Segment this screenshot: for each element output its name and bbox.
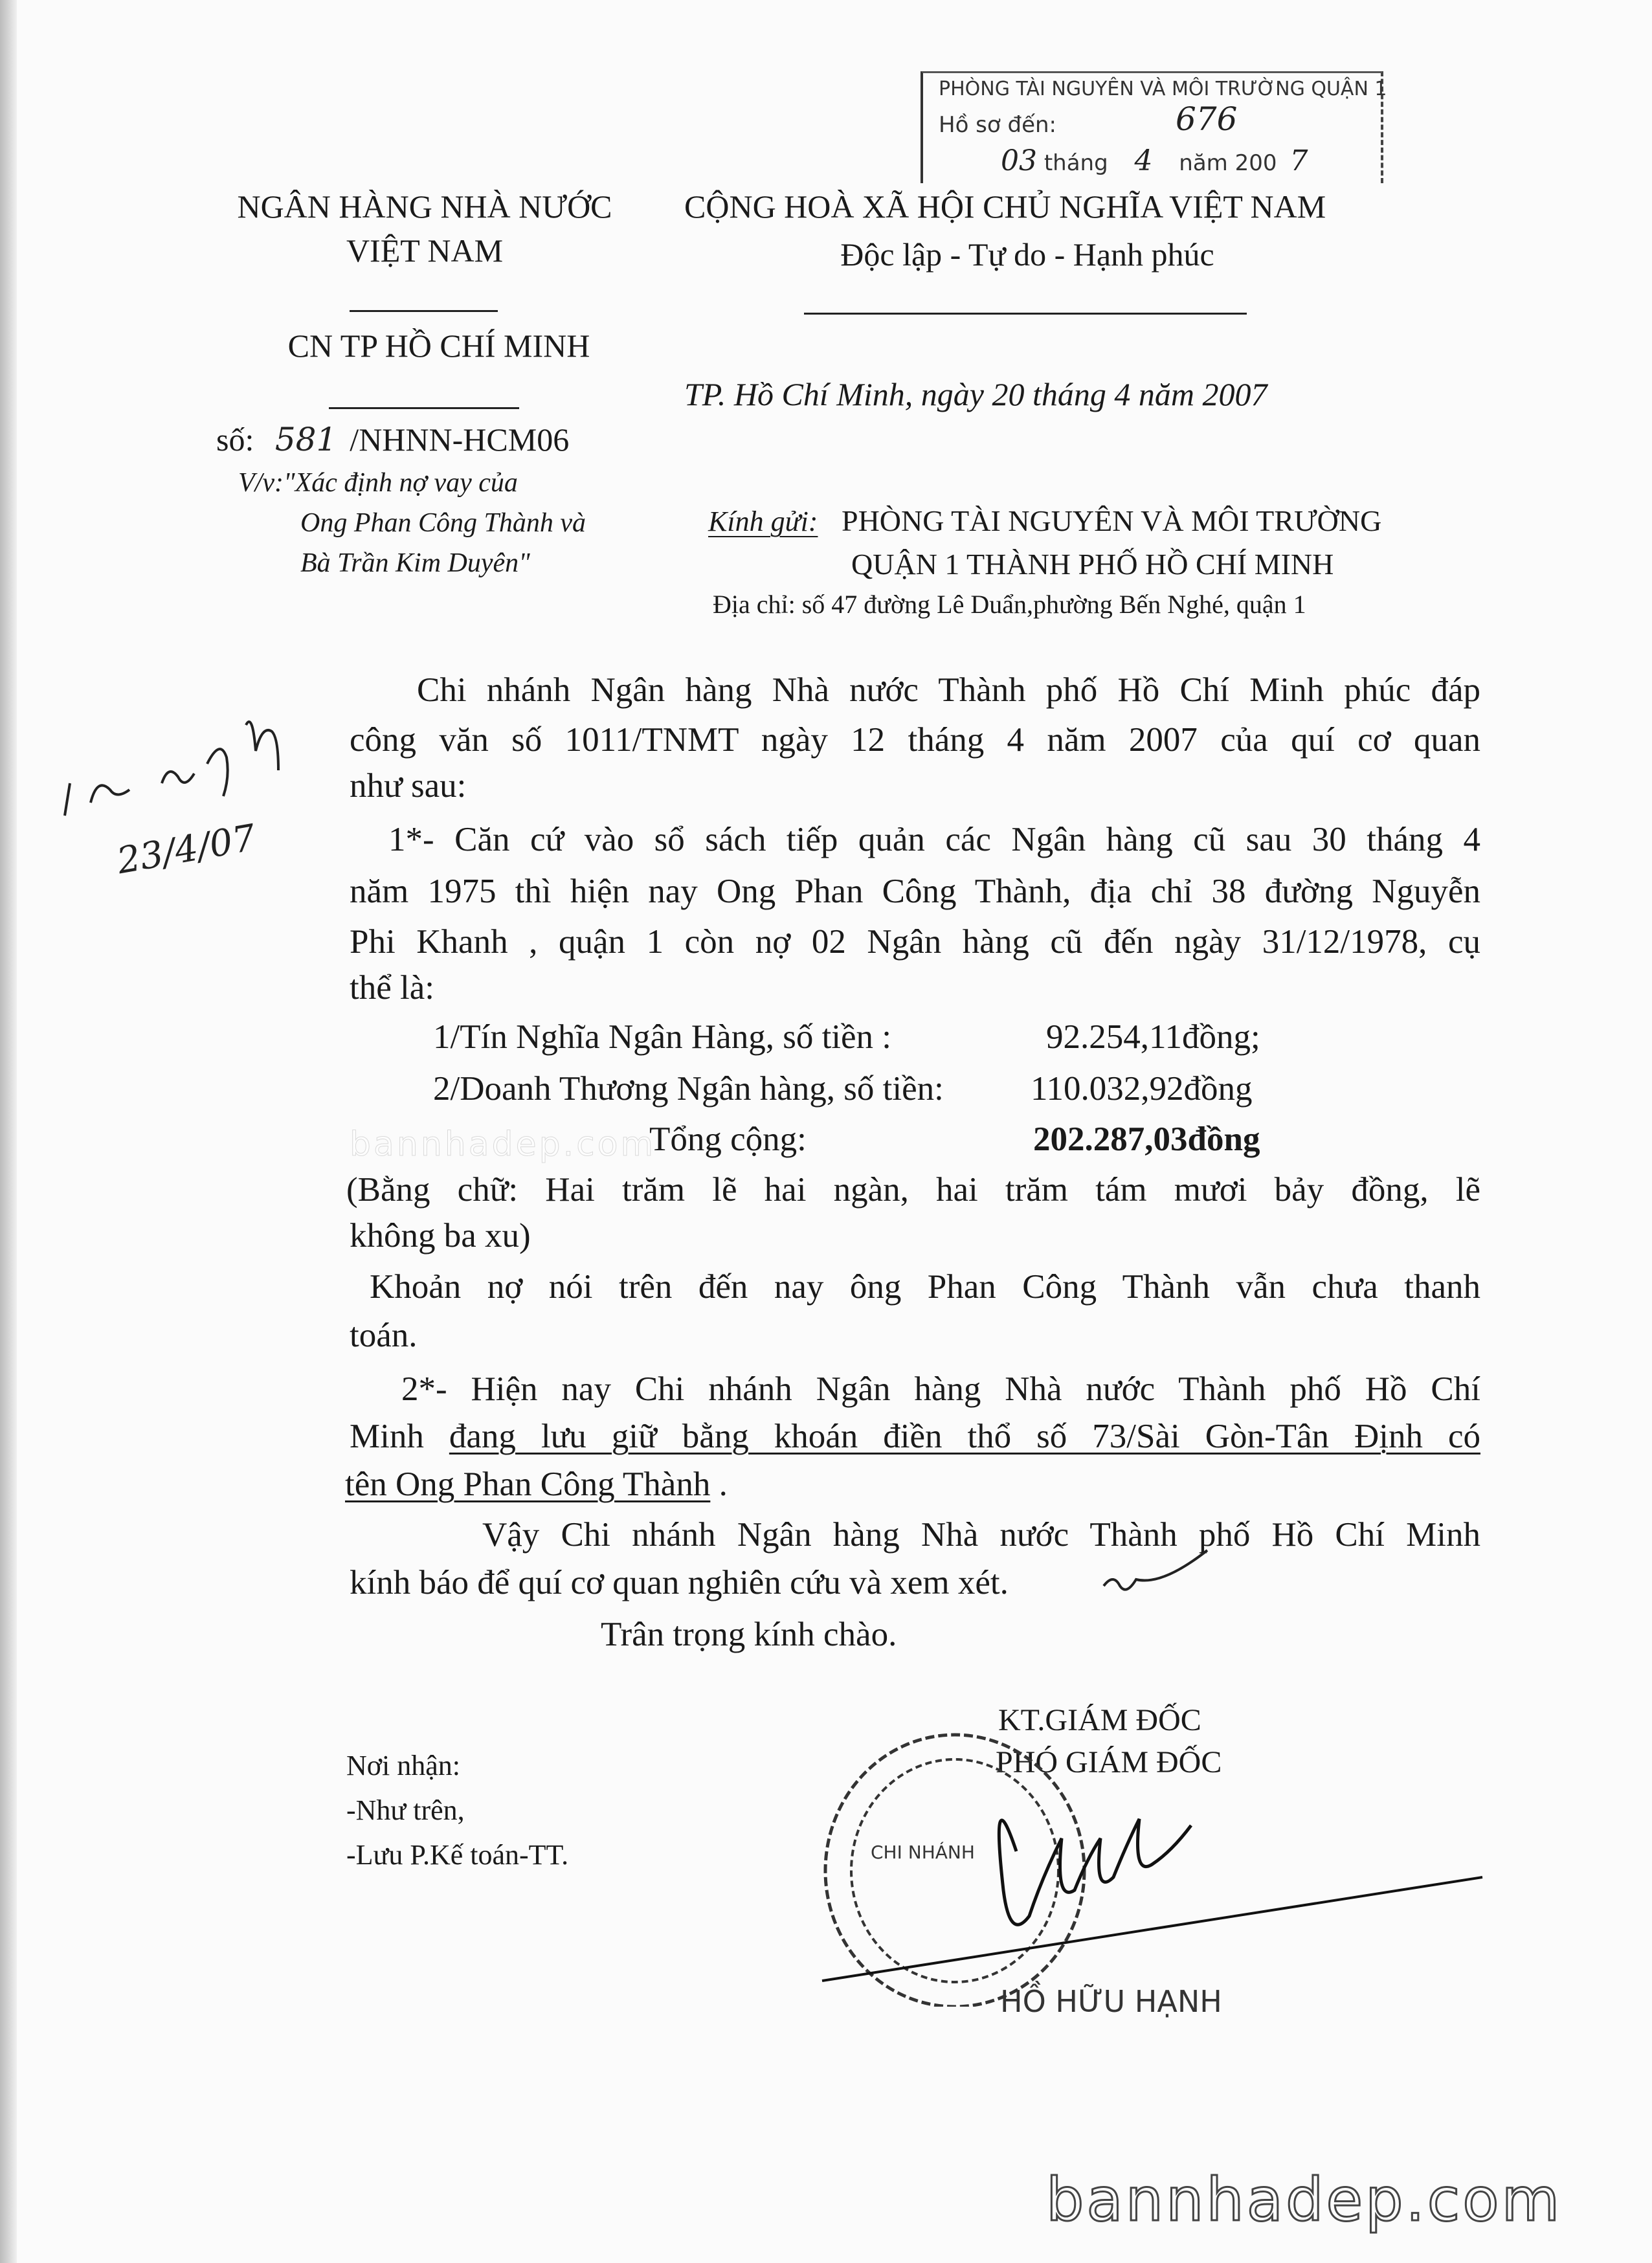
divider — [329, 407, 519, 409]
total-label: Tổng cộng: — [649, 1120, 807, 1158]
body-line — [345, 1465, 728, 1504]
closing-line: Trân trọng kính chào. — [601, 1616, 897, 1653]
recipients-title: Nơi nhận: — [346, 1750, 461, 1781]
recipients-item: -Lưu P.Kế toán-TT. — [346, 1839, 569, 1871]
signer-title: KT.GIÁM ĐỐC — [998, 1703, 1201, 1737]
national-motto: Độc lập - Tự do - Hạnh phúc — [840, 236, 1214, 273]
branch-name: CN TP HỒ CHÍ MINH — [287, 328, 590, 364]
body-line: thể là: — [350, 969, 434, 1007]
stamp-year-digit: 7 — [1289, 144, 1308, 177]
recipients-item: -Như trên, — [346, 1794, 465, 1826]
stamp-date — [1001, 146, 1308, 177]
body-line: toán. — [350, 1317, 418, 1354]
body-line: 2*- Hiện nay Chi nhánh Ngân hàng Nhà nước Thành phố Hồ Chí — [401, 1370, 1480, 1408]
underlined-text: tên Ong Phan Công Thành — [345, 1466, 711, 1503]
number-handwritten: 581 — [274, 421, 337, 458]
stamp-day: 03 — [1001, 144, 1037, 177]
stamp-file-number: 676 — [1176, 100, 1238, 138]
debt-amount: 92.254,11đồng; — [1046, 1018, 1260, 1056]
body-line: Phi Khanh , quận 1 còn nợ 02 Ngân hàng cũ đến ngày 31/12/1978, cụ — [350, 923, 1480, 961]
recipient-label: Kính gửi: — [708, 506, 818, 537]
stamp-month-label: tháng — [1044, 150, 1108, 176]
subject-line: Ong Phan Công Thành và — [300, 508, 586, 538]
subject-line: V/v:"Xác định nợ vay của — [238, 468, 518, 498]
number-label: số: — [216, 421, 254, 458]
agency-name: NGÂN HÀNG NHÀ NƯỚC — [237, 188, 612, 225]
page-left-edge — [0, 0, 17, 2263]
stamp-year-label: năm 200 — [1179, 150, 1277, 176]
body-text: Minh — [350, 1418, 449, 1455]
seal-and-signature-icon — [803, 1722, 1502, 2007]
document-date: TP. Hồ Chí Minh, ngày 20 tháng 4 năm 2007 — [684, 376, 1267, 412]
divider — [804, 313, 1247, 315]
signer-subtitle: PHÓ GIÁM ĐỐC — [996, 1745, 1222, 1779]
signer-name: HỒ HỮU HẠNH — [1000, 1984, 1222, 2019]
body-line — [350, 1417, 1480, 1456]
debt-label: 1/Tín Nghĩa Ngân Hàng, số tiền : — [433, 1018, 892, 1056]
body-line: 1*- Căn cứ vào sổ sách tiếp quản các Ngân hàng cũ sau 30 tháng 4 — [388, 821, 1480, 858]
total-amount: 202.287,03đồng — [1033, 1120, 1260, 1158]
checkmark-scribble-icon — [1100, 1547, 1217, 1605]
divider — [350, 310, 498, 312]
seal-text: CHI NHÁNH — [871, 1842, 975, 1863]
body-line: Khoản nợ nói trên đến nay ông Phan Công Thành vẫn chưa thanh — [370, 1268, 1480, 1306]
body-line: kính báo để quí cơ quan nghiên cứu và xem xét. — [350, 1564, 1009, 1601]
stamp-month: 4 — [1134, 144, 1153, 177]
received-stamp — [921, 71, 1387, 183]
nation-title: CỘNG HOÀ XÃ HỘI CHỦ NGHĨA VIỆT NAM — [684, 188, 1326, 225]
body-line: Chi nhánh Ngân hàng Nhà nước Thành phố Hồ Chí Minh phúc đáp — [417, 671, 1480, 709]
document-number — [216, 421, 569, 458]
recipient-address: Địa chỉ: số 47 đường Lê Duẩn,phường Bến Nghé, quận 1 — [713, 590, 1306, 619]
body-line: công văn số 1011/TNMT ngày 12 tháng 4 năm 2007 của quí cơ quan — [350, 721, 1480, 759]
body-text: . — [710, 1466, 728, 1503]
recipient-line: PHÒNG TÀI NGUYÊN VÀ MÔI TRƯỜNG — [842, 504, 1382, 537]
stamp-title: PHÒNG TÀI NGUYÊN VÀ MÔI TRƯỜNG QUẬN 1 — [939, 78, 1387, 100]
stamp-file-label: Hồ sơ đến: — [939, 112, 1057, 138]
debt-amount: 110.032,92đồng — [1031, 1070, 1253, 1108]
number-suffix: /NHNN-HCM06 — [350, 421, 570, 458]
body-line: Vậy Chi nhánh Ngân hàng Nhà nước Thành phố Hồ Chí Minh — [482, 1516, 1480, 1554]
underlined-text: đang lưu giữ bằng khoán điền thổ số 73/Sài Gòn-Tân Định có — [449, 1418, 1480, 1455]
watermark-faint: bannhadep.com — [350, 1125, 656, 1164]
debt-label: 2/Doanh Thương Ngân hàng, số tiền: — [433, 1070, 944, 1108]
watermark: bannhadep.com — [1046, 2165, 1563, 2235]
body-line: năm 1975 thì hiện nay Ong Phan Công Thành, địa chỉ 38 đường Nguyễn — [350, 873, 1480, 910]
body-line: (Bằng chữ: Hai trăm lẽ hai ngàn, hai trăm tám mươi bảy đồng, lẽ — [346, 1171, 1480, 1209]
subject-line: Bà Trần Kim Duyên" — [300, 548, 530, 578]
handwritten-note-icon — [52, 686, 363, 842]
agency-country: VIỆT NAM — [346, 232, 504, 269]
body-line: như sau: — [350, 767, 467, 805]
margin-note-date: 23/4/07 — [113, 816, 259, 883]
body-line: không ba xu) — [350, 1217, 531, 1254]
recipient-line: QUẬN 1 THÀNH PHỐ HỒ CHÍ MINH — [851, 548, 1334, 581]
